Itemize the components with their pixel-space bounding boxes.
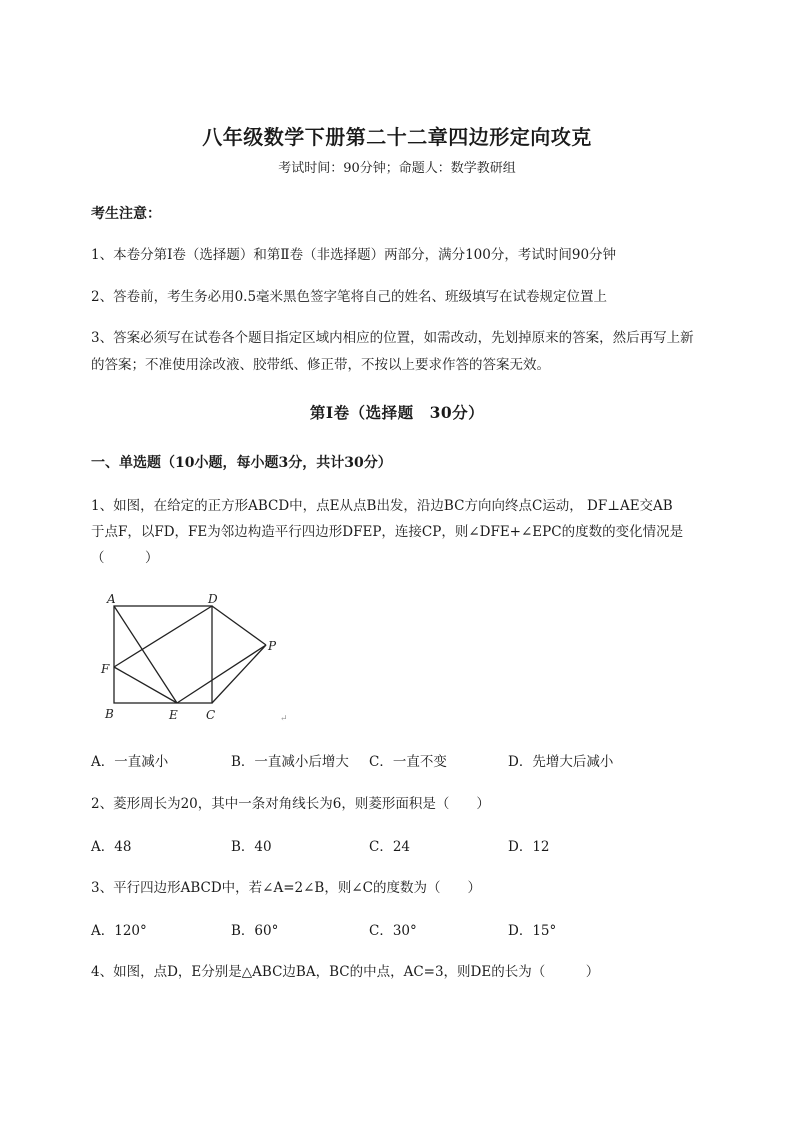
- question-1-line: （ ）: [91, 550, 159, 566]
- point-label: A: [107, 592, 116, 606]
- part-title: 一、单选题（10小题，每小题3分，共计30分）: [91, 455, 392, 471]
- option-b[interactable]: B．60°: [231, 923, 279, 939]
- option-c[interactable]: C．24: [369, 839, 411, 855]
- note-item: 2、答卷前，考生务必用0.5毫米黑色签字笔将自己的姓名、班级填写在试卷规定位置上: [91, 289, 608, 305]
- option-a[interactable]: A．48: [91, 839, 132, 855]
- notes-heading: 考生注意：: [91, 206, 161, 222]
- question-1-line: 1、如图，在给定的正方形ABCD中，点E从点B出发，沿边BC方向向终点C运动， DF⊥AE交AB: [91, 498, 673, 514]
- option-a[interactable]: A．一直减小: [91, 754, 169, 770]
- option-c[interactable]: C．30°: [369, 923, 417, 939]
- square-abcd: [114, 606, 212, 703]
- note-item: 3、答案必须写在试卷各个题目指定区域内相应的位置，如需改动，先划掉原来的答案，然后再写上新: [91, 330, 694, 346]
- option-d[interactable]: D．12: [508, 839, 550, 855]
- option-d[interactable]: D．先增大后减小: [508, 754, 614, 770]
- option-c[interactable]: C．一直不变: [369, 754, 447, 770]
- section-title: 第I卷（选择题 30分）: [309, 403, 485, 422]
- option-a[interactable]: A．120°: [91, 923, 147, 939]
- segment-ep: [177, 645, 266, 703]
- note-item: 1、本卷分第I卷（选择题）和第Ⅱ卷（非选择题）两部分，满分100分，考试时间90分钟: [91, 247, 617, 263]
- document-subtitle: 考试时间：90分钟；命题人：数学教研组: [278, 161, 516, 176]
- option-d[interactable]: D．15°: [508, 923, 557, 939]
- option-b[interactable]: B．一直减小后增大: [231, 754, 349, 770]
- point-label: C: [206, 708, 216, 722]
- square-figure: [96, 588, 296, 728]
- segment-ae: [114, 606, 177, 703]
- question-4-line: 4、如图，点D，E分别是△ABC边BA，BC的中点，AC=3，则DE的长为（ ）: [91, 964, 600, 980]
- segment-cp: [212, 645, 266, 703]
- point-label: D: [208, 592, 218, 606]
- note-item-continued: 的答案；不准使用涂改液、胶带纸、修正带，不按以上要求作答的答案无效。: [91, 357, 550, 373]
- question-3-line: 3、平行四边形ABCD中，若∠A=2∠B，则∠C的度数为（ ）: [91, 880, 481, 896]
- point-label: F: [101, 662, 110, 676]
- point-label: E: [169, 708, 178, 722]
- question-2-line: 2、菱形周长为20，其中一条对角线长为6，则菱形面积是（ ）: [91, 796, 490, 812]
- return-mark-icon: ↵: [280, 714, 288, 724]
- segment-fd: [114, 606, 212, 667]
- point-label: B: [105, 707, 114, 721]
- option-b[interactable]: B．40: [231, 839, 272, 855]
- segment-fe: [114, 667, 177, 703]
- document-title: 八年级数学下册第二十二章四边形定向攻克: [202, 125, 592, 149]
- segment-dp: [212, 606, 266, 645]
- question-1-line: 于点F，以FD，FE为邻边构造平行四边形DFEP，连接CP，则∠DFE+∠EPC的度数的变化情况是: [91, 524, 684, 540]
- point-label: P: [268, 639, 277, 653]
